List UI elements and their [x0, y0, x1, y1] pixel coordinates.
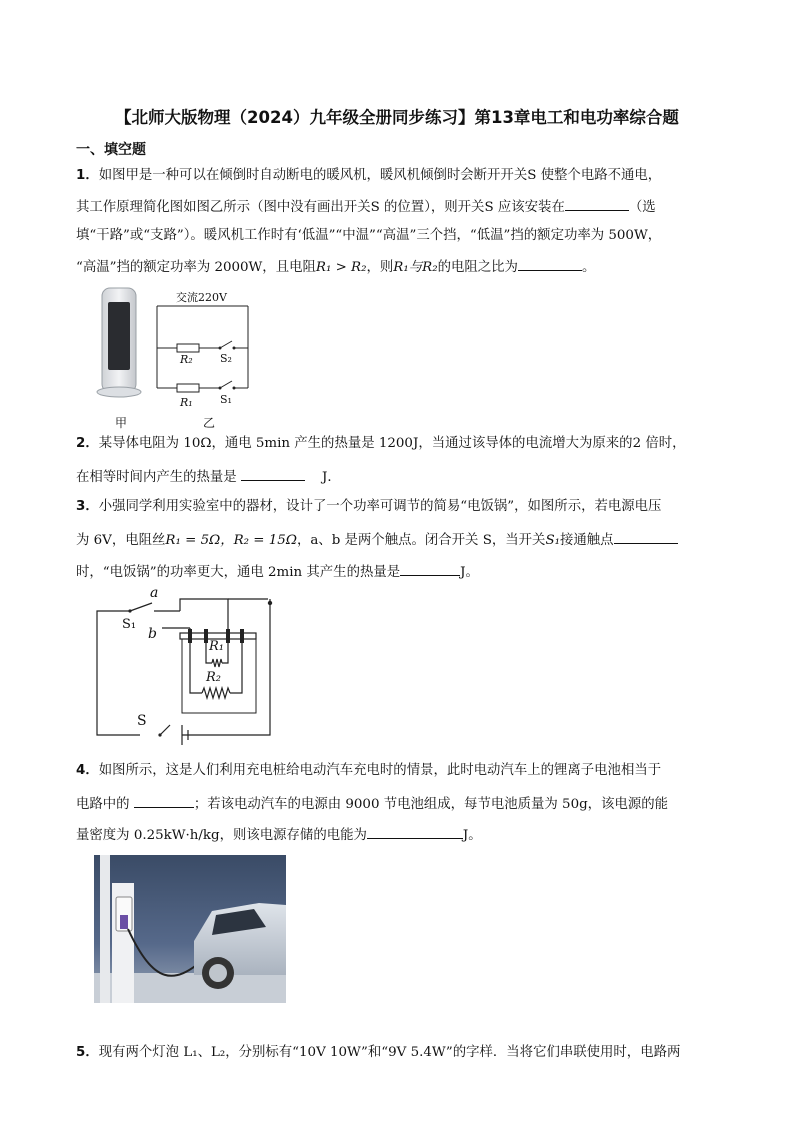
figure-label-yi: 乙 [203, 416, 216, 430]
q5-line-1: 5．现有两个灯泡 L₁、L₂，分别标有“10V 10W”和“9V 5.4W”的字样．当将它们串联使用时，电路两 [76, 1045, 681, 1060]
circuit-r2-label: R₂ [180, 353, 193, 366]
q4-number: 4． [76, 763, 99, 778]
q2-number: 2． [76, 436, 99, 451]
q3-line-3: 时，“电饭锅”的功率更大，通电 2min 其产生的热量是 J。 [76, 561, 479, 583]
q4-line-3: 量密度为 0.25kW·h/kg，则该电源存储的电能为 J。 [76, 824, 482, 846]
q1-number: 1． [76, 168, 99, 183]
section-heading: 一、填空题 [76, 142, 146, 158]
ev-charging-photo [94, 855, 286, 1003]
q2-line-1: 2．某导体电阻为 10Ω，通电 5min 产生的热量是 1200J，当通过该导体的电流增大为原来的2 倍时， [76, 436, 686, 451]
q1-line-2: 其工作原理简化图如图乙所示（图中没有画出开关S 的位置），则开关S 应该安装在 （选 [76, 196, 656, 218]
q1-answer-blank-2[interactable] [518, 256, 582, 271]
q1-line-1: 1．如图甲是一种可以在倾倒时自动断电的暖风机，暖风机倾倒时会断开开关S 使整个电路不通电， [76, 168, 662, 183]
q4-line-1: 4．如图所示，这是人们利用充电桩给电动汽车充电时的情景，此时电动汽车上的锂离子电池相当于 [76, 763, 662, 778]
q3-answer-blank-2[interactable] [400, 561, 460, 576]
circuit-s1-label: S₁ [220, 393, 232, 406]
q3-line-1: 3．小强同学利用实验室中的器材，设计了一个功率可调节的简易“电饭锅”，如图所示，若电源电压 [76, 499, 662, 514]
figure-label-jia: 甲 [115, 416, 128, 430]
q4-line-2: 电路中的 ；若该电动汽车的电源由 9000 节电池组成，每节电池质量为 50g，该电源的能 [76, 793, 668, 815]
contact-b-label: b [148, 626, 157, 642]
q1-line-3: 填“干路”或“支路”）。暖风机工作时有‘低温”“中温”“高温”三个挡，“低温”挡的额定功率为 500W， [76, 228, 662, 243]
switch-s-label: S [137, 713, 147, 729]
circuit-r1-label: R₁ [180, 396, 193, 409]
heater-image [90, 282, 150, 402]
resistor-r2-label: R₂ [206, 670, 221, 685]
circuit-supply-label: 交流220V [176, 291, 227, 304]
q3-line-2: 为 6V，电阻丝R₁ = 5Ω，R₂ = 15Ω，a、b 是两个触点。闭合开关 S，当开关S₁接通触点 [76, 529, 678, 551]
q5-number: 5． [76, 1045, 99, 1060]
heater-circuit-diagram [150, 300, 255, 400]
q3-number: 3． [76, 499, 99, 514]
switch-s1-label: S₁ [122, 617, 137, 632]
q3-answer-blank-1[interactable] [614, 529, 678, 544]
q2-line-2: 在相等时间内产生的热量是 J． [76, 466, 341, 488]
circuit-s2-label: S₂ [220, 352, 232, 365]
q2-answer-blank[interactable] [241, 466, 305, 481]
q1-answer-blank-1[interactable] [565, 196, 629, 211]
page-title: 【北师大版物理（2024）九年级全册同步练习】第13章电工和电功率综合题 [115, 108, 679, 127]
rice-cooker-circuit-diagram [90, 585, 285, 745]
q4-answer-blank-1[interactable] [134, 793, 194, 808]
q4-answer-blank-2[interactable] [367, 824, 463, 839]
resistor-r1-label: R₁ [209, 639, 224, 654]
contact-a-label: a [150, 585, 159, 601]
q1-line-4: “高温”挡的额定功率为 2000W，且电阻R₁ > R₂，则R₁与R₂的电阻之比为 。 [76, 256, 595, 278]
